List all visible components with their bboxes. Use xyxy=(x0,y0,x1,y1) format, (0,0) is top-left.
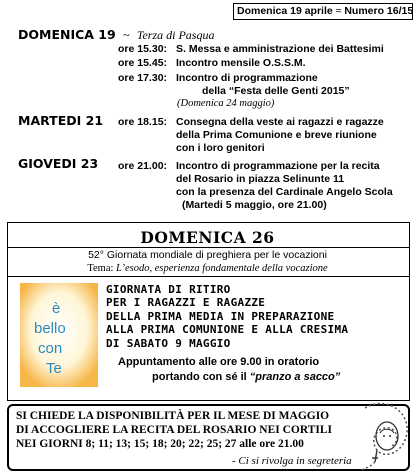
entry-text: S. Messa e amministrazione dei Battesimi xyxy=(176,43,384,55)
entry-text: (Martedi 5 maggio, ore 21.00) xyxy=(182,199,327,211)
sunday-26-title: DOMENICA 26 xyxy=(140,228,275,247)
appointment-text: portando con sé il xyxy=(152,371,250,383)
logo-word-bello: bello xyxy=(34,320,66,337)
appointment-line xyxy=(152,371,340,383)
entry-time: ore 18.15: xyxy=(118,116,168,128)
day-title: DOMENICA 19 xyxy=(18,27,116,42)
theme-label: Tema: xyxy=(87,263,114,274)
entry-text: Incontro di programmazione xyxy=(176,72,318,84)
header-separator: ≈ xyxy=(335,5,342,17)
appointment-line: Appuntamento alle ore 9.00 in oratorio xyxy=(118,356,320,368)
rosary-line: NEI GIORNI 8; 11; 13; 15; 18; 20; 22; 25; 27 alle ore 21.00 xyxy=(16,438,304,450)
entry-note: (Domenica 24 maggio) xyxy=(177,98,275,109)
retreat-line: GIORNATA DI RITIRO xyxy=(106,283,231,296)
divider xyxy=(7,276,410,277)
entry-text: Consegna della veste ai ragazzi e ragazze xyxy=(176,116,384,128)
theme-text: L’esodo, esperienza fondamentale della vocazione xyxy=(116,263,328,274)
entry-text: del Rosario in piazza Selinunte 11 xyxy=(176,173,345,185)
divider xyxy=(7,247,410,248)
vocations-day-theme xyxy=(0,263,415,274)
bulletin-header xyxy=(233,3,413,20)
entry-text: Incontro mensile O.S.S.M. xyxy=(176,57,306,69)
entry-time: ore 17.30: xyxy=(118,72,168,84)
retreat-line: ALLA PRIMA COMUNIONE E ALLA CRESIMA xyxy=(106,323,349,336)
rosary-note: - Ci si rivolga in segreteria xyxy=(232,455,352,467)
header-number: Numero 16/15 xyxy=(344,5,414,17)
day-heading-sunday-19 xyxy=(18,27,214,43)
entry-text: della “Festa delle Genti 2015” xyxy=(202,85,350,97)
logo-word-con: con xyxy=(38,340,63,357)
header-date: Domenica 19 aprile xyxy=(237,5,333,17)
vocations-day-subtitle: 52° Giornata mondiale di preghiera per le vocazioni xyxy=(88,249,327,261)
retreat-line: DELLA PRIMA MEDIA IN PREPARAZIONE xyxy=(106,310,335,323)
day-heading-tuesday-21: MARTEDI 21 xyxy=(18,113,104,128)
rosary-line: SI CHIEDE LA DISPONIBILITÀ PER IL MESE DI MAGGIO xyxy=(16,410,330,422)
logo-word-te: Te xyxy=(46,360,62,377)
day-subtitle: Terza di Pasqua xyxy=(136,28,215,42)
entry-text: con la presenza del Cardinale Angelo Scola xyxy=(176,186,393,198)
logo-word-e: è xyxy=(52,300,61,317)
day-separator: ~ xyxy=(123,28,130,42)
retreat-line: PER I RAGAZZI E RAGAZZE xyxy=(106,296,266,309)
entry-text: della Prima Comunione e breve riunione xyxy=(176,129,377,141)
entry-time: ore 21.00: xyxy=(118,160,168,172)
retreat-line: DI SABATO 9 MAGGIO xyxy=(106,337,231,350)
entry-text: con i loro genitori xyxy=(176,142,265,154)
entry-time: ore 15.45: xyxy=(118,57,168,69)
rosary-line: DI ACCOGLIERE LA RECITA DEL ROSARIO NEI CORTILI xyxy=(16,424,333,436)
packed-lunch-text: “pranzo a sacco” xyxy=(249,371,341,383)
entry-time: ore 15.30: xyxy=(118,43,168,55)
e-bello-con-te-logo xyxy=(20,283,98,387)
entry-text: Incontro di programmazione per la recita xyxy=(176,160,380,172)
day-heading-thursday-23: GIOVEDI 23 xyxy=(18,156,99,171)
rosary-madonna-icon xyxy=(355,400,413,474)
